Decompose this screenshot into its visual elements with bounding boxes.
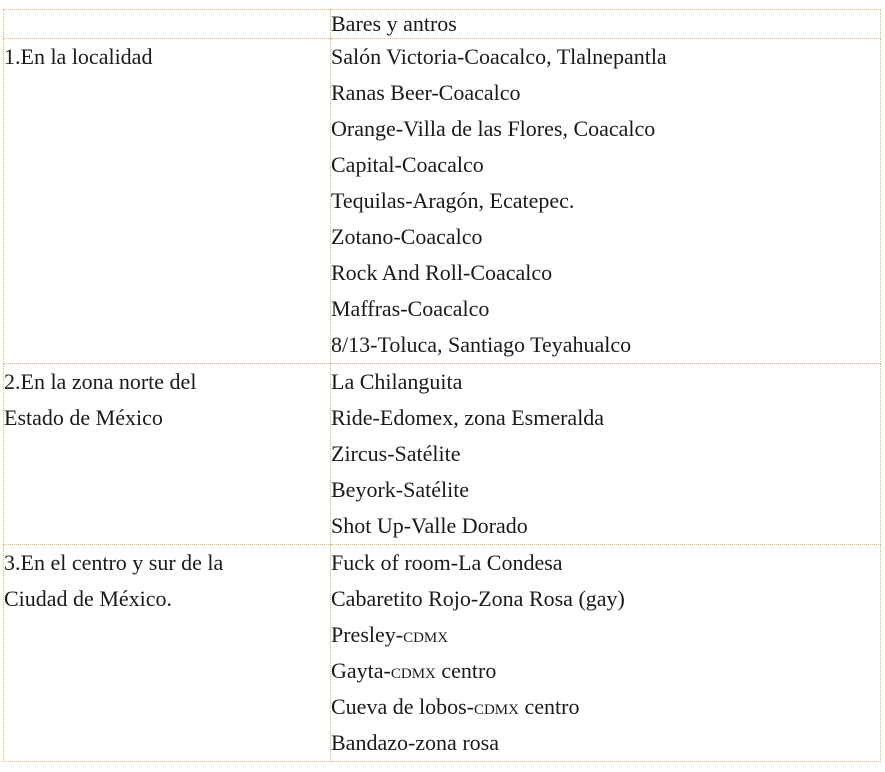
place-item: La Chilanguita xyxy=(331,369,463,394)
table-row xyxy=(4,545,881,762)
empty-header-cell xyxy=(4,10,331,39)
place-name: Presley- xyxy=(331,622,404,647)
place-item: Cabaretito Rojo-Zona Rosa (gay) xyxy=(331,586,625,611)
place-item: Maffras-Coacalco xyxy=(331,296,490,321)
place-item: Capital-Coacalco xyxy=(331,152,484,177)
place-item xyxy=(331,689,880,725)
place-abbr: cdmx xyxy=(473,695,519,719)
place-item: Ranas Beer-Coacalco xyxy=(331,80,521,105)
places-cell xyxy=(331,39,881,364)
region-label: Ciudad de México. xyxy=(4,586,173,611)
places-cell xyxy=(331,545,881,762)
place-item: Salón Victoria-Coacalco, Tlalnepantla xyxy=(331,44,667,69)
region-label: 2.En la zona norte del xyxy=(4,369,197,394)
place-abbr: cdmx xyxy=(390,659,436,683)
place-item: Orange-Villa de las Flores, Coacalco xyxy=(331,116,656,141)
column-header: Bares y antros xyxy=(331,10,881,39)
table-row xyxy=(4,39,881,364)
place-item: Zircus-Satélite xyxy=(331,441,461,466)
region-cell xyxy=(4,39,331,364)
place-item: Beyork-Satélite xyxy=(331,477,470,502)
place-item xyxy=(331,653,880,689)
bars-table xyxy=(3,9,881,762)
header-row xyxy=(4,10,881,39)
places-cell xyxy=(331,364,881,545)
place-name: Gayta- xyxy=(331,658,391,683)
place-item: Fuck of room-La Condesa xyxy=(331,550,563,575)
place-item: Ride-Edomex, zona Esmeralda xyxy=(331,405,605,430)
region-label: Estado de México xyxy=(4,405,163,430)
place-abbr: cdmx xyxy=(403,623,449,647)
place-item: Tequilas-Aragón, Ecatepec. xyxy=(331,188,575,213)
region-label: 1.En la localidad xyxy=(4,44,153,69)
place-item: Bandazo-zona rosa xyxy=(331,730,499,755)
place-item xyxy=(331,617,880,653)
table-row xyxy=(4,364,881,545)
place-item: Shot Up-Valle Dorado xyxy=(331,513,528,538)
region-label: 3.En el centro y sur de la xyxy=(4,550,224,575)
place-item: Rock And Roll-Coacalco xyxy=(331,260,553,285)
place-name: Cueva de lobos- xyxy=(331,694,474,719)
place-suffix: centro xyxy=(518,694,580,719)
region-cell xyxy=(4,364,331,545)
place-suffix: centro xyxy=(435,658,497,683)
region-cell xyxy=(4,545,331,762)
place-item: Zotano-Coacalco xyxy=(331,224,483,249)
place-item: 8/13-Toluca, Santiago Teyahualco xyxy=(331,332,632,357)
